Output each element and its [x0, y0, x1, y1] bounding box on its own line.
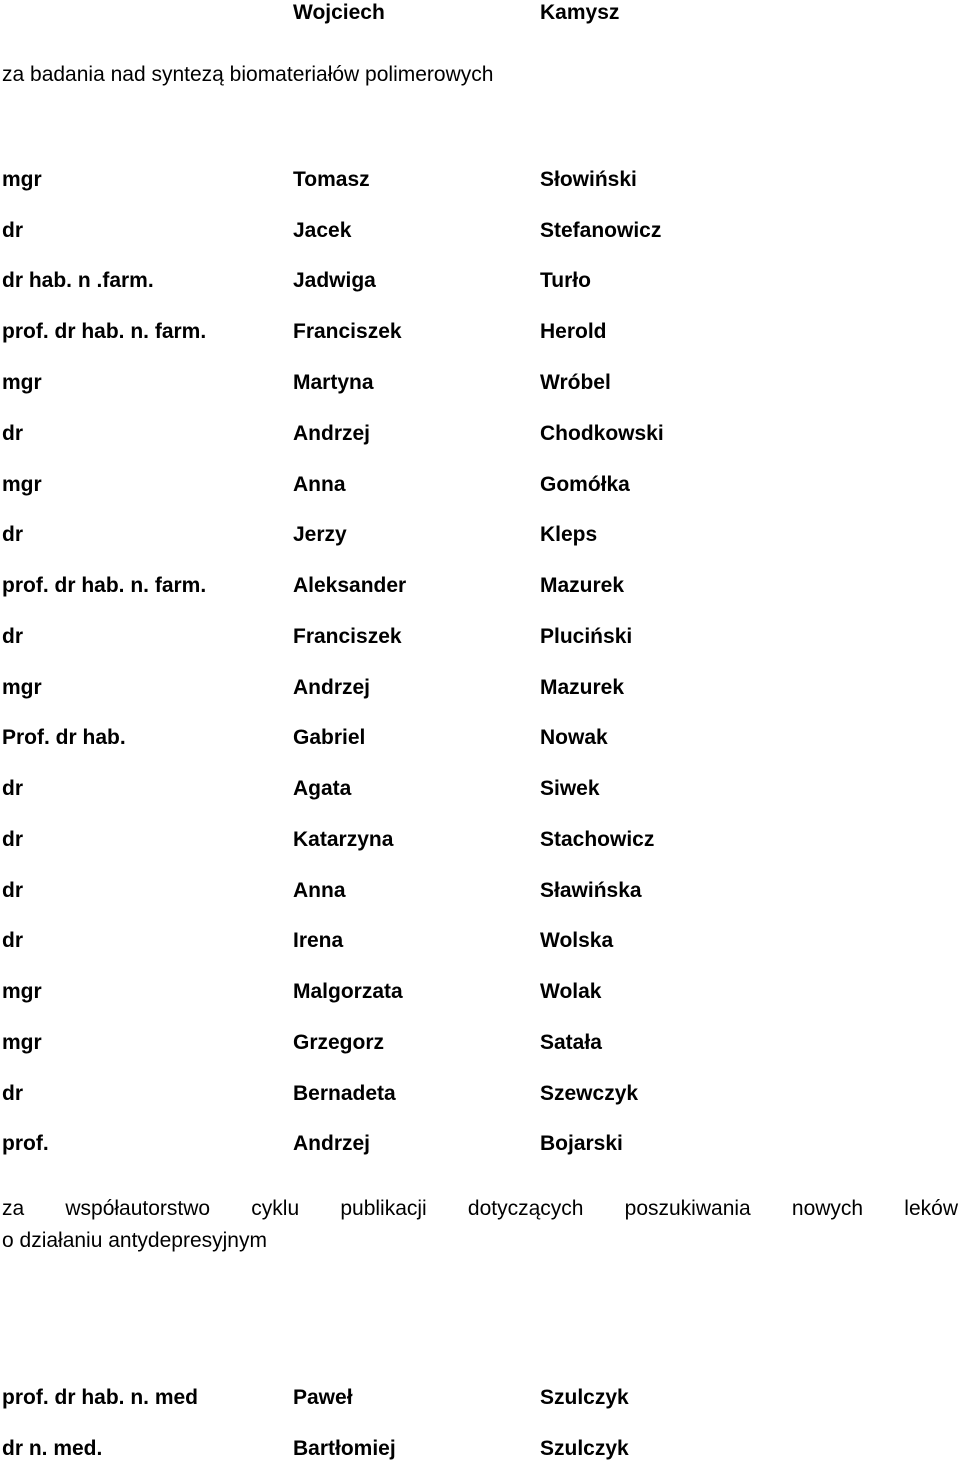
academic-title: dr [2, 625, 23, 648]
person-row [2, 723, 958, 753]
first-name: Anna [293, 879, 346, 902]
first-name: Aleksander [293, 574, 407, 597]
first-name: Franciszek [293, 625, 402, 648]
first-name: Bartłomiej [293, 1437, 396, 1460]
academic-title: mgr [2, 168, 42, 191]
last-name: Sławińska [540, 879, 642, 902]
academic-title: Prof. dr hab. [2, 726, 126, 749]
person-row [2, 1028, 958, 1058]
first-name: Grzegorz [293, 1031, 385, 1054]
academic-title: dr hab. n .farm. [2, 269, 154, 292]
academic-title: dr [2, 828, 23, 851]
last-name: Siwek [540, 777, 600, 800]
last-name: Słowiński [540, 168, 637, 191]
person-row [2, 266, 958, 296]
last-name: Kleps [540, 523, 598, 546]
person-row [2, 571, 958, 601]
last-name: Stefanowicz [540, 219, 662, 242]
last-name: Wolak [540, 980, 602, 1003]
academic-title: prof. dr hab. n. farm. [2, 320, 207, 343]
last-name: Szulczyk [540, 1437, 629, 1460]
academic-title: prof. [2, 1132, 49, 1155]
first-name: Agata [293, 777, 352, 800]
academic-title: dr n. med. [2, 1437, 103, 1460]
first-name: Tomasz [293, 168, 370, 191]
person-row [2, 876, 958, 906]
first-name: Gabriel [293, 726, 366, 749]
person-row [2, 470, 958, 500]
person-row [2, 368, 958, 398]
first-name: Martyna [293, 371, 374, 394]
award-description-1: za badania nad syntezą biomateriałów polimerowych [2, 63, 494, 86]
academic-title: dr [2, 219, 23, 242]
person-row [2, 1079, 958, 1109]
first-name: Bernadeta [293, 1082, 396, 1105]
academic-title: dr [2, 879, 23, 902]
person-row [2, 774, 958, 804]
person-row [2, 1383, 958, 1413]
person-row [2, 216, 958, 246]
person-row [2, 673, 958, 703]
first-name: Anna [293, 473, 346, 496]
academic-title: dr [2, 523, 23, 546]
person-row [2, 1434, 958, 1464]
academic-title: mgr [2, 1031, 42, 1054]
academic-title: prof. dr hab. n. farm. [2, 574, 207, 597]
person-row [2, 1129, 958, 1159]
last-name: Wolska [540, 929, 614, 952]
last-name: Pluciński [540, 625, 633, 648]
person-row [2, 926, 958, 956]
person-row [2, 317, 958, 347]
person-row [2, 977, 958, 1007]
academic-title: dr [2, 929, 23, 952]
academic-title: dr [2, 777, 23, 800]
first-name: Andrzej [293, 422, 371, 445]
first-name: Wojciech [293, 1, 385, 24]
last-name: Stachowicz [540, 828, 655, 851]
first-name: Jacek [293, 219, 352, 242]
last-name: Szulczyk [540, 1386, 629, 1409]
person-row [2, 825, 958, 855]
academic-title: mgr [2, 371, 42, 394]
person-row-top [2, 0, 958, 28]
last-name: Turło [540, 269, 591, 292]
last-name: Mazurek [540, 676, 625, 699]
person-row [2, 419, 958, 449]
last-name: Mazurek [540, 574, 625, 597]
last-name: Chodkowski [540, 422, 664, 445]
academic-title: dr [2, 422, 23, 445]
first-name: Andrzej [293, 676, 371, 699]
person-row [2, 622, 958, 652]
first-name: Jerzy [293, 523, 347, 546]
first-name: Malgorzata [293, 980, 403, 1003]
academic-title: mgr [2, 473, 42, 496]
academic-title: dr [2, 1082, 23, 1105]
first-name: Katarzyna [293, 828, 394, 851]
first-name: Andrzej [293, 1132, 371, 1155]
last-name: Kamysz [540, 1, 620, 24]
last-name: Nowak [540, 726, 608, 749]
last-name: Bojarski [540, 1132, 623, 1155]
last-name: Wróbel [540, 371, 611, 394]
last-name: Gomółka [540, 473, 630, 496]
academic-title: mgr [2, 676, 42, 699]
last-name: Satała [540, 1031, 602, 1054]
person-row [2, 165, 958, 195]
first-name: Jadwiga [293, 269, 376, 292]
academic-title: mgr [2, 980, 42, 1003]
award-description-2-line-2: o działaniu antydepresyjnym [2, 1229, 267, 1252]
last-name: Szewczyk [540, 1082, 639, 1105]
person-row [2, 520, 958, 550]
first-name: Franciszek [293, 320, 402, 343]
award-description-2-line-1: za współautorstwo cyklu publikacji dotyczących poszukiwania nowych leków [2, 1197, 958, 1220]
academic-title: prof. dr hab. n. med [2, 1386, 199, 1409]
last-name: Herold [540, 320, 607, 343]
first-name: Paweł [293, 1386, 353, 1409]
first-name: Irena [293, 929, 344, 952]
